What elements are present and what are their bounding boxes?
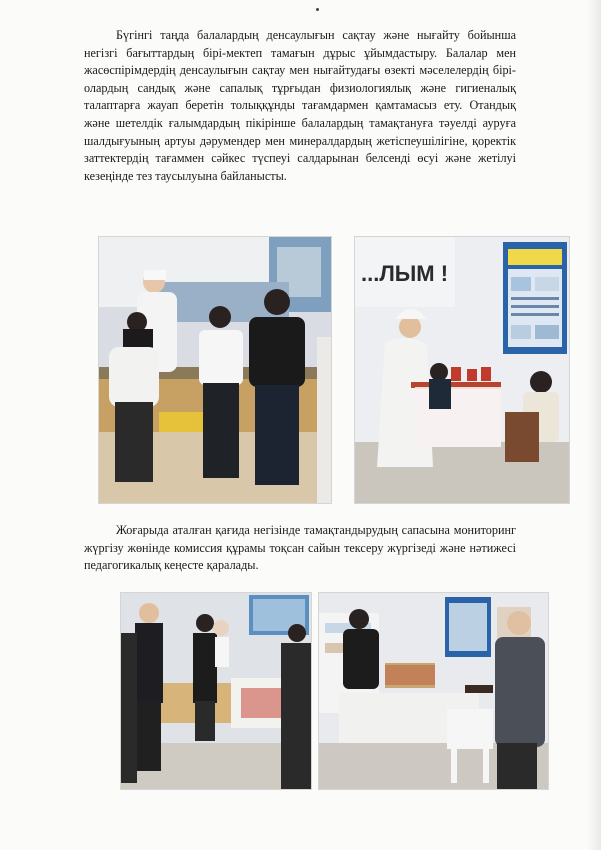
photo-inspection-counter: [319, 593, 548, 789]
paragraph-1-line: және шетелдік ғалымдардың пікірінше балалардың тамақтануға тәуелді ауруға: [84, 115, 516, 130]
paragraph-1-line: негізгі бағыттардың бірі-мектеп тамағын дұрыс ұйымдастыру. Балалар мен: [84, 45, 516, 60]
paragraph-2-line: педагогикалық кеңесте қаралады.: [84, 558, 259, 573]
paragraph-1-line: шалдығуының артуы дәрумендер мен минералдардың жетіспеушілігіне, қоректік: [84, 133, 516, 148]
paragraph-2-line: Жоғарыда аталған қағида негізінде тамақтандырудың сапасына мониторинг: [116, 523, 516, 537]
photo-canteen-counter: [99, 237, 331, 503]
paragraph-1-line: талаптарға жауап беретін толыққұнды тағамдармен қамтамасыз ету. Отандық: [84, 98, 516, 113]
paragraph-2-line: жүргізу жөнінде комиссия құрамы тоқсан сайын тексеру жүргізеді және нәтижесі: [84, 540, 516, 555]
paragraph-1-line: олардың сандық және сапалық тұрғыдан физиологиялық және гигиеналық: [84, 80, 516, 95]
poster-text: ...ЛЫМ !: [361, 261, 449, 286]
photo-commission-visit: [121, 593, 311, 789]
photo-dining-table: [355, 237, 569, 503]
paragraph-1-line: Бүгінгі таңда балалардың денсаулығын сақтау және нығайту бойынша: [116, 28, 516, 42]
paragraph-1-line: жасөспірімдердің денсаулығын сақтау мен нығайтудағы өзекті мәселелердің бірі-: [84, 63, 516, 78]
paragraph-1-line: заттектердің тағаммен сәйкес түспеуі салдарынан белсенді өсуі және жетілуі: [84, 151, 516, 166]
paragraph-1: [84, 27, 516, 185]
page-edge-shadow: [587, 0, 601, 850]
paragraph-1-line: кезеңінде тез таусылуына байланысты.: [84, 168, 287, 183]
punch-mark: [316, 8, 319, 11]
paragraph-2: [84, 522, 516, 575]
